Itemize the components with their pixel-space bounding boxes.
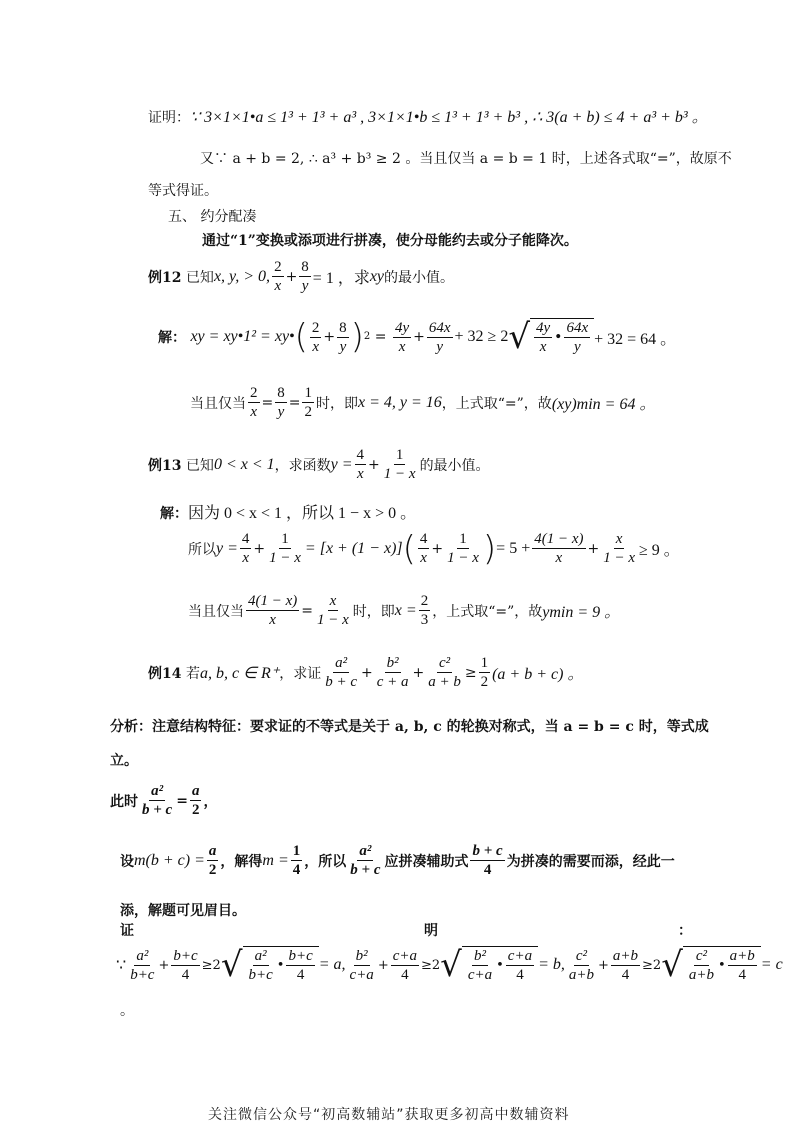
solution-line-1: 因为 0 < x < 1 ，所以 1 − x > 0 。 xyxy=(188,505,417,522)
line3-value: x = xyxy=(394,601,417,619)
fraction-8-over-y: $\frac{8}{y}$ xyxy=(301,259,309,294)
line4-text-a: 设 xyxy=(120,853,134,870)
line3-text-c: ，上式取“=”，故 xyxy=(432,603,543,620)
example-13-statement: 例13 已知 0 < x < 1 ，求函数 y = $\frac{4}{x}$ + $\frac{1}{1 - x}$ 的最小值。 xyxy=(148,447,490,482)
proof-line-3: 等式得证。 xyxy=(148,183,218,199)
analysis-line-1: 分析：注意结构特征：要求证的不等式是关于 a, b, c 的轮换对称式，当 a = b = c 时，等式成 xyxy=(110,719,709,735)
example-14-text-b: ，求证 xyxy=(279,665,322,682)
fraction-2-over-x: $\frac{2}{x}$ xyxy=(274,259,282,294)
proof-label-c: ： xyxy=(678,923,692,939)
section-description: 通过“1”变换或添项进行拼凑，使分母能约去或分子能降次。 xyxy=(202,233,578,249)
equality-text-a: 当且仅当 xyxy=(190,395,246,412)
line2-expression-d: ≥ 9 。 xyxy=(639,542,680,559)
example-13-condition: 0 < x < 1 xyxy=(213,455,275,473)
example-14-label: 例14 xyxy=(148,665,182,682)
proof-label-a: 证 xyxy=(120,923,134,939)
example-13-function: y = xyxy=(330,455,353,473)
example-14-tail: (a + b + c) 。 xyxy=(492,666,584,683)
example-12-condition: x, y, > 0, xyxy=(213,267,271,285)
solution-expression-c: + 32 = 64 。 xyxy=(594,330,677,348)
line4-expression-d: m = xyxy=(262,851,289,869)
analysis-line-5: 添，解题可见眉目。 xyxy=(120,903,246,919)
proof-line-1 xyxy=(148,104,708,127)
analysis-line-4: 设 m(b + c) = $\frac{a}{2}$ ，解得 m = $\frac{1}{4}$ ，所以 $\frac{\text{a²}}{b + c}$ 应拼凑辅助式 $\frac{b + c}{4}$ 为拼凑的需要而添，经此一 xyxy=(120,843,675,878)
example-14-statement: 例14 若 a, b, c ∈ R⁺ ，求证 $\frac{\text{a²}}{b + c}$ + $\frac{\text{b²}}{c + a}$ + $\frac{\text{c²}}{a + b}$ ≥ $\frac{1}{2}$ (a + b + c) 。 xyxy=(148,655,584,690)
line2-expression-b: = [x + (1 − x)] xyxy=(304,539,403,557)
line3-text-a: 当且仅当 xyxy=(188,603,244,620)
line4-text-g: 为拼凑的需要而添，经此一 xyxy=(506,853,675,870)
line3-result: ymin = 9 。 xyxy=(542,604,621,621)
equality-text-b: 时，即 xyxy=(315,395,358,412)
example-13-text-b: ，求函数 xyxy=(274,457,331,474)
final-period: 。 xyxy=(120,1003,134,1019)
line4-text-e: ，所以 xyxy=(304,853,347,870)
line3-label: 此时 xyxy=(110,793,138,810)
example-12-equality: 当且仅当 $\frac{2}{x}$ = $\frac{8}{y}$ = $\frac{1}{2}$ 时，即 x = 4, y = 16 ，上式取“=”，故 (xy)min = 64 。 xyxy=(190,385,656,420)
analysis-line-3: 此时 $\frac{\text{a²}}{b + c}$ = $\frac{a}{2}$ ， xyxy=(110,783,218,818)
example-12-statement: 例12 已知 x, y, > 0, $\frac{2}{x}$ + $\frac{8}{y}$ = 1 ，求 xy 的最小值。 xyxy=(148,259,455,294)
line3-text-b: 时，即 xyxy=(352,603,395,620)
example-12-text-c: 的最小值。 xyxy=(384,269,455,286)
line4-text-c: ，解得 xyxy=(220,853,263,870)
footer-notice: 关注微信公众号“初高数辅站”获取更多初高中数辅资料 xyxy=(208,1107,570,1123)
example-13-solution-line-2: 所以 y = $\frac{4}{x}$ + $\frac{1}{1 - x}$ = [x + (1 − x)] ( $\frac{4}{x}$ + $\frac{1}{1 - x}$ ) = 5 + $\frac{4(1 - x)}{x}$ + $\frac{x}{1 - x}$ ≥ 9 。 xyxy=(188,528,680,569)
solution-label: 解： xyxy=(158,330,186,346)
example-13-solution-line-1 xyxy=(160,500,416,523)
analysis-line-2: 立。 xyxy=(110,753,138,769)
example-13-label: 例13 xyxy=(148,457,182,474)
equality-result: (xy)min = 64 。 xyxy=(551,396,656,413)
proof-label-b: 明 xyxy=(424,923,438,939)
example-14-text: 若 xyxy=(185,665,200,682)
line3-comma: ， xyxy=(203,793,218,810)
section-heading: 五、 约分配凑 xyxy=(168,209,257,225)
line2-expression-c: = 5 + xyxy=(496,539,531,557)
example-12-text-b: = 1 ，求 xyxy=(312,270,370,287)
line4-text-f: 应拼凑辅助式 xyxy=(384,853,469,870)
example-13-solution-line-3: 当且仅当 $\frac{4(1 - x)}{x}$ = $\frac{x}{1 - x}$ 时，即 x = $\frac{2}{3}$ ，上式取“=”，故 ymin = 9 。 xyxy=(188,593,621,628)
equality-text-c: ，上式取“=”，故 xyxy=(441,395,552,412)
proof-label: 证明： xyxy=(148,110,190,126)
example-13-text-c: 的最小值。 xyxy=(419,457,490,474)
example-14-condition: a, b, c ∈ R⁺ xyxy=(199,664,280,682)
solution-expression-a: xy = xy•1² = xy• xyxy=(190,328,295,345)
line2-text-a: 所以 xyxy=(188,541,216,558)
solution-expression-b: + 32 ≥ 2 xyxy=(454,328,509,345)
example-12-text: 已知 xyxy=(185,269,214,286)
example-13-text: 已知 xyxy=(185,457,214,474)
example-12-label: 例12 xyxy=(148,269,182,286)
example-12-target: xy xyxy=(369,267,385,285)
solution-label: 解： xyxy=(160,506,188,522)
example-12-solution: 解： xy = xy•1² = xy• ( $\frac{2}{x}$ + $\frac{8}{y}$ ) 2 = $\frac{4y}{x}$ + $\frac{64x}{y}$ + 32 ≥ 2 √ $\frac{4y}{x}$ • $\frac{64x}{y}$ + 32 = 64 。 xyxy=(158,317,677,357)
line4-expression-b: m(b + c) = xyxy=(134,851,205,869)
equality-values: x = 4, y = 16 xyxy=(357,393,442,411)
proof-expression: ∵ 3×1×1•a ≤ 1³ + 1³ + a³ , 3×1×1•b ≤ 1³ + 1³ + b³ , ∴ 3(a + b) ≤ 4 + a³ + b³ 。 xyxy=(190,109,708,126)
final-proof-expression: ∵ $\frac{\text{a²}}{b+c}$ + $\frac{b+c}{4}$ ≥2 √ $\frac{\text{a²}}{b+c}$ • $\frac{b+c}{4}$ = a, $\frac{\text{b²}}{c+a}$ + $\frac{c+a}{4}$ ≥2 √ $\frac{\text{b²}}{c+a}$ • $\frac{c+a}{4}$ = b, $\frac{\text{c²}}{a+b}$ + $\frac{a+b}{4}$ ≥2 √ $\frac{\text{c²}}{a+b}$ • $\frac{a+b}{4}$ = c xyxy=(116,945,783,985)
proof-line-2: 又∵ a + b = 2, ∴ a³ + b³ ≥ 2 。当且仅当 a = b = 1 时，上述各式取“=”，故原不 xyxy=(200,151,732,167)
